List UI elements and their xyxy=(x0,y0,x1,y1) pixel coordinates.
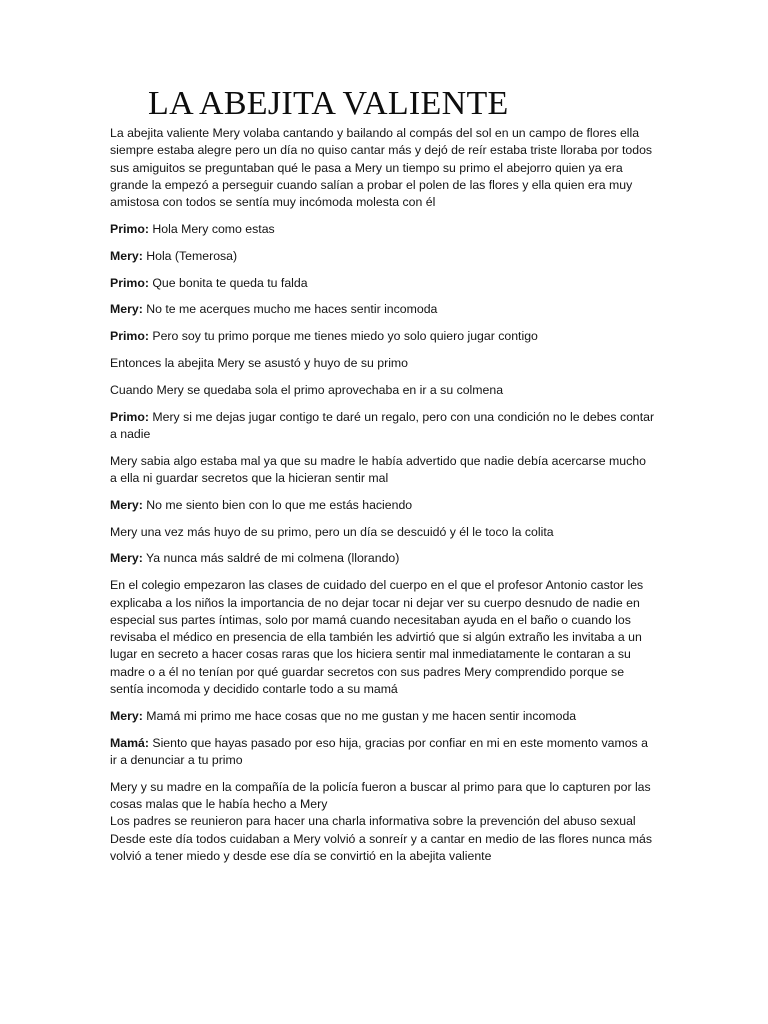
paragraph-text: Mamá mi primo me hace cosas que no me gustan y me hacen sentir incomoda xyxy=(142,708,577,723)
paragraph-text: Siento que hayas pasado por eso hija, gracias por confiar en mi en este momento vamos a ir a denunciar a tu primo xyxy=(110,735,648,767)
dialogue-line xyxy=(110,497,655,514)
dialogue-line xyxy=(110,221,655,238)
dialogue-line xyxy=(110,328,655,345)
paragraph-text: Ya nunca más saldré de mi colmena (llorando) xyxy=(142,551,400,566)
paragraph-text: Hola Mery como estas xyxy=(148,222,275,237)
speaker-label: Mamá: xyxy=(110,735,149,750)
dialogue-line xyxy=(110,248,655,265)
narrative-paragraph xyxy=(110,577,655,698)
paragraph-text: Mery una vez más huyo de su primo, pero un día se descuidó y él le toco la colita xyxy=(110,524,554,539)
paragraph-text: Pero soy tu primo porque me tienes miedo yo solo quiero jugar contigo xyxy=(148,329,538,344)
narrative-paragraph xyxy=(110,831,655,866)
paragraph-text: En el colegio empezaron las clases de cuidado del cuerpo en el que el profesor Antonio castor les explicaba a los niños la importancia de no dejar tocar ni dejar ver su cuerpo desnudo de nadie en especial sus partes íntimas, solo por mamá cuando necesitaban ayuda en el baño o cuando los revisaba el médico en presencia de ella también les advirtió que si algún extraño les invitaba a un lugar en secreto a hacer cosas raras que los hiciera sentir mal inmediatamente le contaran a su madre o a él no tenían por qué guardar secretos con sus padres Mery comprendido porque se sentía incomoda y decidido contarle todo a su mamá xyxy=(110,578,644,697)
narrative-paragraph xyxy=(110,813,655,830)
narrative-paragraph xyxy=(110,355,655,372)
narrative-paragraph xyxy=(110,524,655,541)
dialogue-line xyxy=(110,735,655,770)
dialogue-line xyxy=(110,275,655,292)
speaker-label: Primo: xyxy=(110,329,149,344)
paragraph-text: Mery si me dejas jugar contigo te daré un regalo, pero con una condición no le debes contar a nadie xyxy=(110,409,655,441)
document-page xyxy=(110,84,655,875)
narrative-paragraph xyxy=(110,453,655,488)
paragraph-text: Hola (Temerosa) xyxy=(142,248,238,263)
paragraph-text: Los padres se reunieron para hacer una charla informativa sobre la prevención del abuso sexual xyxy=(110,814,636,829)
narrative-paragraph xyxy=(110,779,655,814)
paragraph-text: Desde este día todos cuidaban a Mery volvió a sonreír y a cantar en medio de las flores nunca más volvió a tener miedo y desde ese día se convirtió en la abejita valiente xyxy=(110,831,653,863)
narrative-paragraph xyxy=(110,125,655,211)
paragraph-text: Cuando Mery se quedaba sola el primo aprovechaba en ir a su colmena xyxy=(110,382,504,397)
paragraph-text: La abejita valiente Mery volaba cantando y bailando al compás del sol en un campo de flores ella siempre estaba alegre pero un día no quiso cantar más y dejó de reír estaba triste lloraba por todos sus amiguitos se preguntaban qué le pasa a Mery un tiempo su primo el abejorro quien ya era grande la empezó a perseguir cuando salían a probar el polen de las flores y ella quien era muy amistosa con todos se sentía muy incómoda molesta con él xyxy=(110,126,653,210)
paragraph-text: Mery sabia algo estaba mal ya que su madre le había advertido que nadie debía acercarse mucho a ella ni guardar secretos que la hicieran sentir mal xyxy=(110,453,646,486)
speaker-label: Mery: xyxy=(110,248,143,263)
document-title: LA ABEJITA VALIENTE xyxy=(148,85,509,122)
paragraph-text: No me siento bien con lo que me estás haciendo xyxy=(142,497,413,512)
speaker-label: Primo: xyxy=(110,275,149,290)
speaker-label: Mery: xyxy=(110,551,143,566)
document-body xyxy=(110,125,655,865)
speaker-label: Primo: xyxy=(110,409,149,424)
paragraph-text: Mery y su madre en la compañía de la policía fueron a buscar al primo para que lo capturen por las cosas malas que le había hecho a Mery xyxy=(110,779,651,811)
dialogue-line xyxy=(110,550,655,567)
paragraph-text: Entonces la abejita Mery se asustó y huyo de su primo xyxy=(110,356,409,371)
speaker-label: Mery: xyxy=(110,302,143,317)
paragraph-text: No te me acerques mucho me haces sentir incomoda xyxy=(142,302,438,317)
speaker-label: Primo: xyxy=(110,222,149,237)
speaker-label: Mery: xyxy=(110,708,143,723)
dialogue-line xyxy=(110,708,655,725)
dialogue-line xyxy=(110,301,655,318)
speaker-label: Mery: xyxy=(110,497,143,512)
narrative-paragraph xyxy=(110,382,655,399)
paragraph-text: Que bonita te queda tu falda xyxy=(148,275,308,290)
dialogue-line xyxy=(110,409,655,444)
